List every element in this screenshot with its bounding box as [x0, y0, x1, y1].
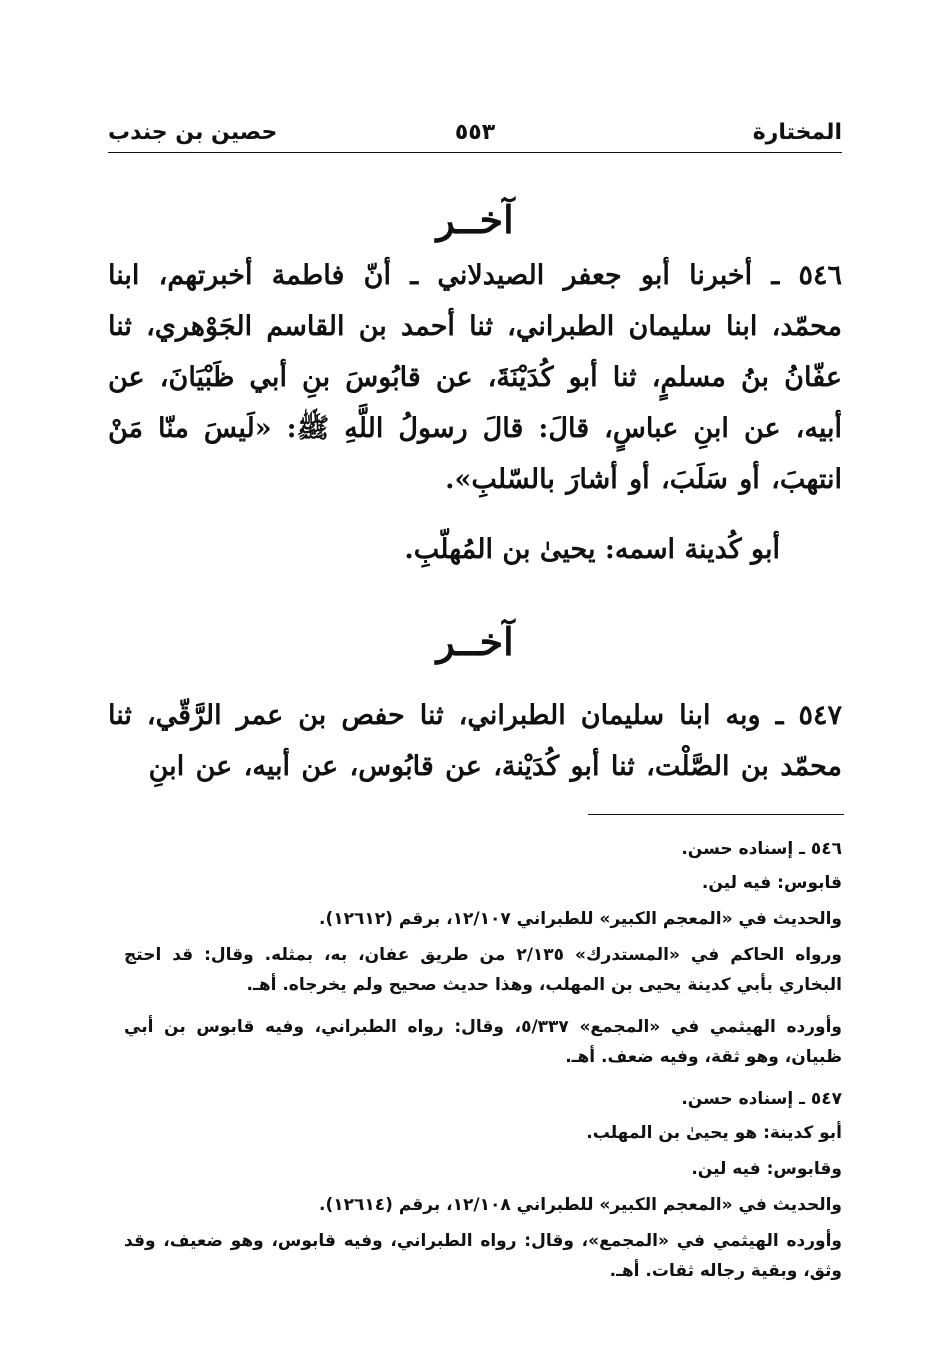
footnote-547-line: وأورده الهيثمي في «المجمع»، وقال: رواه الطبراني، وفيه قابوس، وهو ضعيف، وقد وثق، وبقية رجاله ثقات. أهـ.	[124, 1231, 842, 1281]
footnote-547-line: والحديث في «المعجم الكبير» للطبراني ١٢/١٠٨، برقم (١٢٦١٤).	[319, 1195, 842, 1215]
hadith-547-text: ٥٤٧ ـ وبه ابنا سليمان الطبراني، ثنا حفص بن عمر الرَّقّي، ثنا محمّد بن الصَّلْت، ثنا أبو كُدَيْنة، عن قابُوس، عن أبيه، عن ابنِ	[108, 700, 842, 782]
footnote-546-line: ورواه الحاكم في «المستدرك» ٢/١٣٥ من طريق عفان، به، بمثله. وقال: قد احتج البخاري بأبي كدينة يحيى بن المهلب، وهذا حديث صحيح ولم يخرجاه. أهـ.	[124, 945, 842, 995]
section-title-1: آخــر	[436, 197, 514, 242]
page-number: ٥٥٣	[454, 120, 496, 145]
footnote-rule	[588, 814, 844, 815]
footnote-546-heading	[102, 834, 842, 864]
section-title-2: آخــر	[436, 619, 514, 664]
footnote-547-line: أبو كدينة: هو يحيىٰ بن المهلب.	[586, 1123, 842, 1143]
running-header	[108, 116, 842, 154]
header-rule	[108, 152, 842, 153]
hadith-546-note: أبو كُدينة اسمه: يحيىٰ بن المُهلّبِ.	[404, 534, 780, 565]
hadith-546-text: ٥٤٦ ـ أخبرنا أبو جعفر الصيدلاني ـ أنّ فاطمة أخبرتهم، ابنا محمّد، ابنا سليمان الطبراني، ثنا أحمد بن القاسم الجَوْهري، ثنا عفّانُ بنُ مسلمٍ، ثنا أبو كُدَيْنَةَ، عن قابُوسَ بنِ أبي ظَبْيَانَ، عن أبيه، عن ابنِ عباسٍ، قالَ: قالَ رسولُ اللَّهِ ﷺ: «لَيسَ منّا مَنْ انتهبَ، أو سَلَبَ، أو أشارَ بالسّلبِ».	[108, 260, 842, 495]
footnote-546-lead: ـ إسناده حسن.	[681, 839, 805, 859]
footnote-547-line: وقابوس: فيه لين.	[691, 1159, 842, 1179]
footnote-546-number: ٥٤٦	[810, 839, 842, 859]
footnote-546-line: وأورده الهيثمي في «المجمع» ٥/٣٣٧، وقال: رواه الطبراني، وفيه قابوس بن أبي ظبيان، وهو ثقة، وفيه ضعف. أهـ.	[124, 1017, 842, 1067]
book-title: المختارة	[752, 120, 842, 145]
footnote-546-line: قابوس: فيه لين.	[701, 873, 842, 893]
footnote-546-line: والحديث في «المعجم الكبير» للطبراني ١٢/١٠٧، برقم (١٢٦١٢).	[319, 909, 842, 929]
footnote-547-heading	[102, 1084, 842, 1114]
footnote-547-number: ٥٤٧	[810, 1089, 842, 1109]
footnote-547-lead: ـ إسناده حسن.	[681, 1089, 805, 1109]
chapter-title: حصين بن جندب	[108, 120, 278, 145]
